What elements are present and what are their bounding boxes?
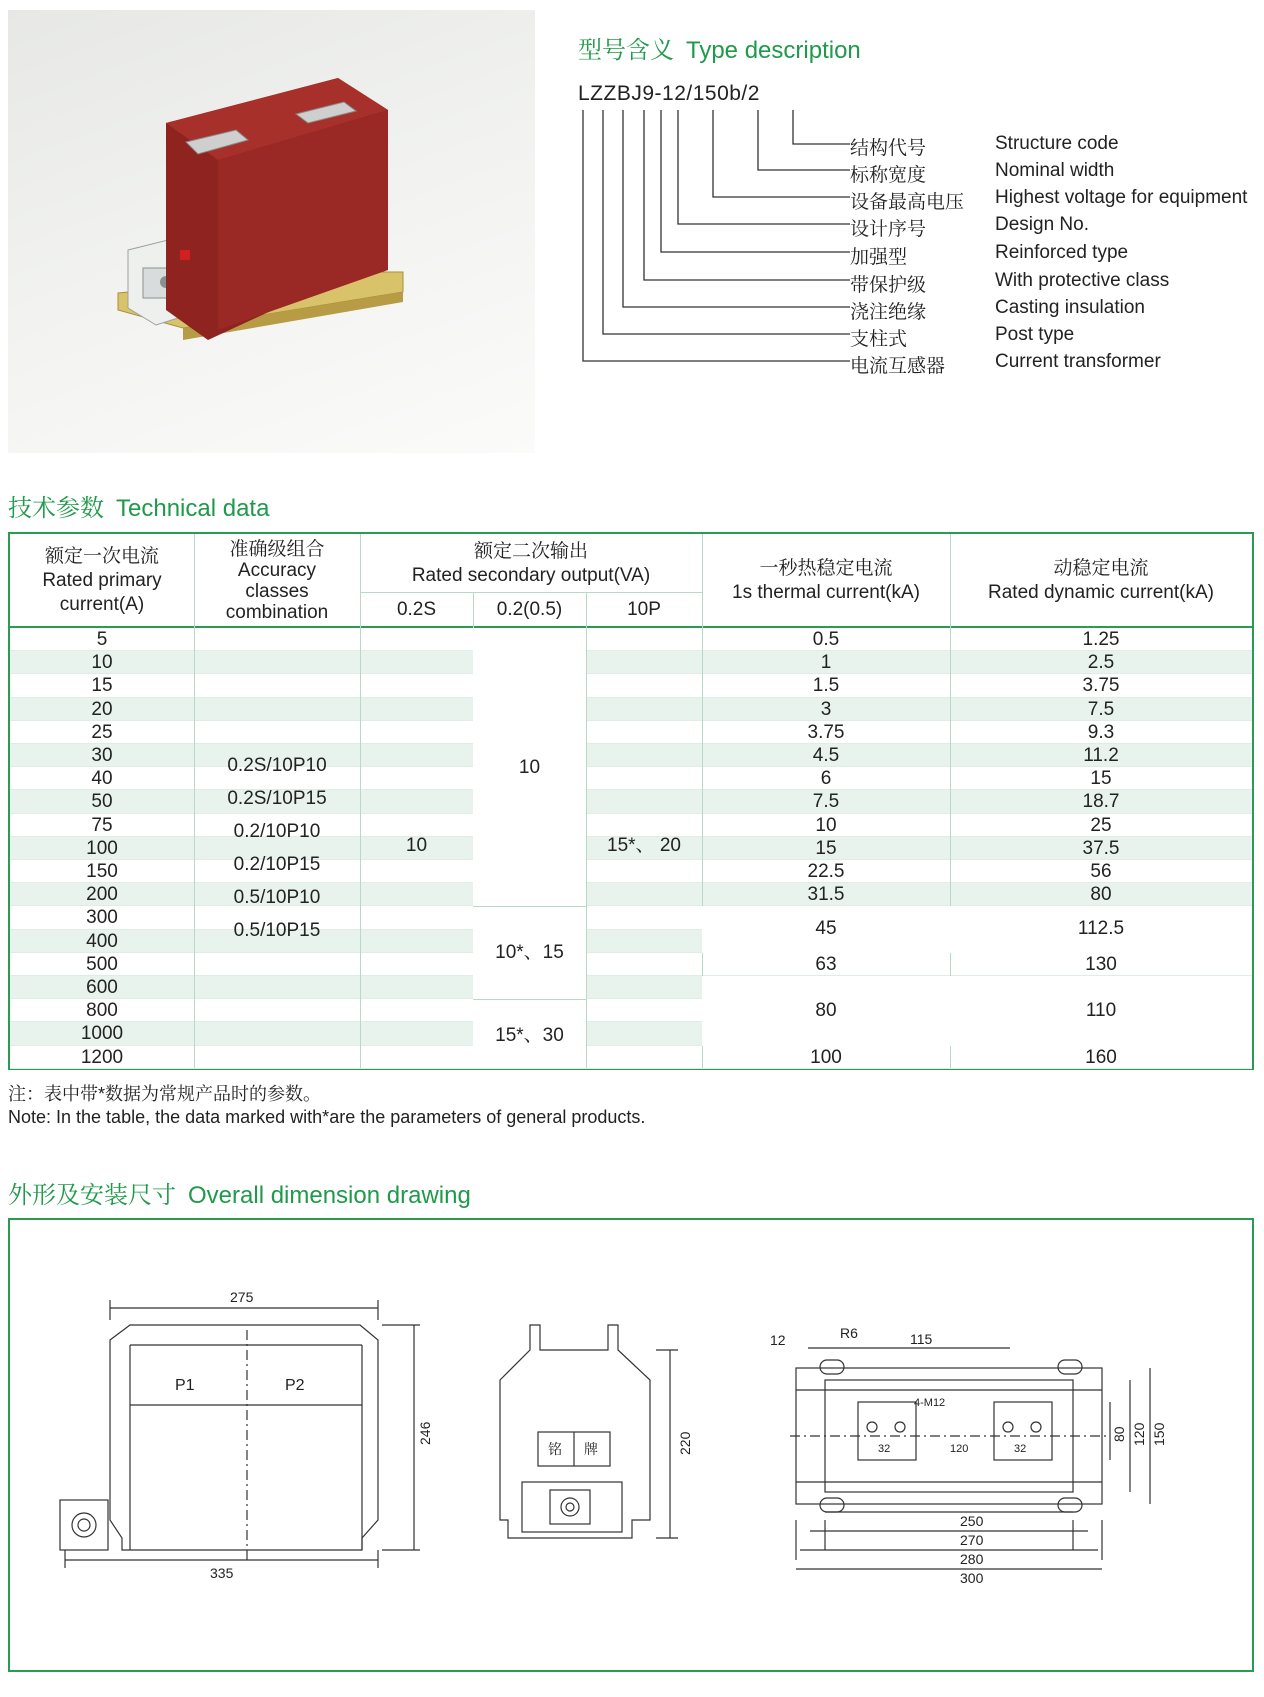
dynamic-current-cell: 1.25 [1082, 629, 1120, 650]
primary-current-cell: 30 [91, 745, 113, 766]
thermal-current-cell: 80 [702, 976, 950, 1046]
nameplate-char-1: 铭 [548, 1441, 562, 1457]
type-item-en: Casting insulation [995, 297, 1145, 318]
thermal-current-column [702, 628, 950, 1068]
dim-270: 270 [960, 1532, 984, 1548]
dimension-drawing-title [8, 1175, 471, 1210]
primary-current-cell: 1200 [80, 1046, 124, 1068]
primary-current-cell: 400 [86, 930, 118, 952]
type-item-en: Post type [995, 324, 1075, 345]
primary-current-cell: 800 [86, 1000, 118, 1022]
dynamic-current-cell: 7.5 [1087, 698, 1115, 720]
type-item-cn: 浇注绝缘 [850, 302, 927, 323]
header-dynamic-cn: 动稳定电流 [1053, 558, 1149, 579]
dynamic-current-cell: 37.5 [1082, 837, 1120, 859]
header-secondary-output [360, 538, 702, 590]
dynamic-current-cell: 56 [1090, 861, 1112, 882]
output-10p-value: 15*、 20 [607, 835, 681, 856]
dynamic-current-column [950, 628, 1252, 1068]
thermal-current-cell: 10 [815, 814, 837, 836]
primary-current-cell: 100 [86, 837, 118, 859]
thermal-current-cell: 45 [702, 906, 950, 952]
dynamic-current-cell: 112.5 [950, 906, 1252, 952]
technical-data-table [8, 532, 1254, 1070]
dim-side-height: 220 [677, 1431, 693, 1455]
product-photo [8, 10, 535, 453]
thermal-current-cell: 3.75 [807, 721, 845, 743]
column-divider [586, 592, 587, 1068]
dim-300: 300 [960, 1570, 984, 1586]
dim-front-width-bottom: 335 [210, 1565, 234, 1581]
header-primary-en1: Rated primary [42, 570, 162, 591]
dim-80: 80 [1111, 1426, 1127, 1442]
note-cn: 注：表中带*数据为常规产品时的参数。 [8, 1084, 322, 1104]
dim-32a: 32 [878, 1443, 891, 1455]
dynamic-current-cell: 160 [1085, 1046, 1117, 1068]
type-item-cn: 结构代号 [850, 138, 927, 159]
header-secondary-cn: 额定二次输出 [473, 541, 588, 562]
type-item [850, 187, 1264, 213]
type-title-cn: 型号含义 [578, 37, 674, 64]
accuracy-combo: 0.2/10P15 [233, 854, 321, 875]
type-item-cn: 电流互感器 [850, 356, 946, 377]
thermal-current-cell: 4.5 [812, 745, 840, 766]
tech-title-en: Technical data [116, 495, 270, 522]
dynamic-current-cell: 110 [950, 976, 1252, 1046]
output-02-05-value: 10 [518, 757, 541, 778]
header-accuracy [194, 536, 360, 626]
thermal-current-cell: 100 [810, 1046, 842, 1068]
accuracy-combo: 0.5/10P15 [233, 920, 321, 941]
header-sub-02s: 0.2S [396, 599, 437, 620]
thermal-current-cell: 7.5 [812, 791, 840, 813]
note-en: Note: In the table, the data marked with*are the parameters of general products. [8, 1107, 646, 1127]
primary-current-cell: 200 [86, 884, 118, 906]
thermal-current-cell: 6 [820, 768, 832, 790]
type-item-en: Current transformer [995, 351, 1161, 372]
dim-250: 250 [960, 1513, 984, 1529]
sub-header-divider [360, 592, 702, 593]
dim-32b: 32 [1014, 1443, 1027, 1455]
type-item-cn: 加强型 [850, 247, 908, 268]
thermal-current-cell: 22.5 [807, 861, 845, 882]
primary-current-cell: 20 [91, 698, 113, 720]
dim-12: 12 [770, 1332, 786, 1348]
transformer-illustration [8, 10, 535, 453]
dim-280: 280 [960, 1551, 984, 1567]
accuracy-combo: 0.2S/10P15 [227, 788, 327, 809]
header-primary-en2: current(A) [59, 594, 145, 615]
dynamic-current-cell: 9.3 [1087, 721, 1115, 743]
dynamic-current-cell: 11.2 [1083, 745, 1119, 766]
type-item-cn: 支柱式 [850, 329, 908, 350]
type-item-en: With protective class [995, 270, 1170, 291]
header-dynamic [950, 538, 1252, 624]
output-02-05-value: 15*、30 [495, 1025, 564, 1046]
type-item-en: Reinforced type [995, 242, 1129, 263]
primary-current-cell: 40 [91, 768, 113, 790]
primary-current-cell: 150 [86, 861, 118, 882]
accuracy-combo: 0.2/10P10 [233, 821, 321, 842]
header-accuracy-en2: classes [245, 581, 309, 602]
header-sub-02-05: 0.2(0.5) [496, 599, 563, 620]
accuracy-combo: 0.5/10P10 [233, 887, 321, 908]
header-sub-10p: 10P [627, 599, 661, 620]
type-item [850, 133, 1264, 159]
dim-120: 120 [1131, 1422, 1147, 1446]
primary-current-cell: 75 [91, 814, 113, 836]
primary-current-cell: 1000 [80, 1023, 124, 1045]
drawing-title-en: Overall dimension drawing [188, 1182, 471, 1209]
type-item [850, 160, 1264, 186]
dynamic-current-cell: 2.5 [1087, 652, 1115, 674]
front-view [60, 1300, 420, 1568]
dynamic-current-cell: 130 [1085, 953, 1117, 975]
thermal-current-cell: 31.5 [807, 884, 845, 906]
type-item [850, 351, 1264, 377]
dynamic-current-cell: 15 [1090, 768, 1112, 790]
header-dynamic-en: Rated dynamic current(kA) [988, 582, 1214, 603]
thermal-current-cell: 0.5 [812, 629, 840, 650]
dynamic-current-cell: 80 [1090, 884, 1112, 906]
type-item [850, 242, 1264, 268]
side-view [500, 1325, 678, 1538]
thermal-current-cell: 1 [820, 652, 832, 674]
accuracy-combos [194, 749, 360, 947]
model-code-leader-lines [578, 108, 853, 378]
type-item-cn: 标称宽度 [850, 165, 927, 186]
header-thermal-en: 1s thermal current(kA) [732, 582, 920, 603]
type-item-cn: 带保护级 [850, 275, 927, 296]
primary-current-column [10, 628, 194, 1068]
dim-115: 115 [910, 1331, 933, 1347]
type-item [850, 324, 1264, 350]
model-code: LZZBJ9-12/150b/2 [578, 82, 760, 105]
header-accuracy-en1: Accuracy [237, 560, 317, 581]
header-thermal [702, 538, 950, 624]
type-item-cn: 设备最高电压 [850, 192, 965, 213]
primary-current-cell: 300 [86, 907, 118, 929]
nameplate-char-2: 牌 [584, 1441, 598, 1457]
dim-150: 150 [1151, 1422, 1167, 1446]
primary-current-cell: 600 [86, 977, 118, 998]
header-secondary-en: Rated secondary output(VA) [411, 565, 651, 586]
type-item [850, 297, 1264, 323]
dim-front-height: 246 [417, 1421, 433, 1445]
type-item-cn: 设计序号 [850, 219, 927, 240]
primary-current-cell: 50 [91, 791, 113, 813]
type-title-en: Type description [686, 37, 861, 64]
header-primary-cn: 额定一次电流 [44, 546, 159, 567]
label-p2: P2 [285, 1377, 305, 1394]
type-item-en: Design No. [995, 214, 1089, 235]
primary-current-cell: 15 [91, 675, 113, 697]
output-02-05-value: 10*、15 [495, 942, 564, 963]
dim-front-width-top: 275 [230, 1289, 254, 1305]
thermal-current-cell: 15 [815, 837, 837, 859]
type-item-en: Structure code [995, 133, 1119, 154]
thermal-current-cell: 1.5 [812, 675, 840, 697]
type-item [850, 214, 1264, 240]
type-item [850, 270, 1264, 296]
dynamic-current-cell: 3.75 [1082, 675, 1120, 697]
dimension-drawings [10, 1220, 1252, 1670]
thermal-current-cell: 63 [815, 953, 837, 975]
thermal-current-cell: 3 [820, 698, 832, 720]
accuracy-combo: 0.2S/10P10 [227, 755, 327, 776]
header-primary-current [10, 538, 194, 624]
type-item-en: Nominal width [995, 160, 1115, 181]
type-description-title [578, 30, 861, 65]
primary-current-cell: 500 [86, 953, 118, 975]
primary-current-cell: 10 [91, 652, 113, 674]
primary-current-cell: 5 [96, 629, 108, 650]
bolt-spec: 4-M12 [914, 1397, 946, 1409]
dynamic-current-cell: 18.7 [1082, 791, 1120, 813]
header-accuracy-cn: 准确级组合 [229, 539, 325, 560]
primary-current-cell: 25 [91, 721, 113, 743]
technical-data-title [8, 488, 269, 523]
dimension-drawing-frame [8, 1218, 1254, 1672]
dim-120-inner: 120 [950, 1443, 969, 1455]
label-p1: P1 [175, 1377, 195, 1394]
drawing-title-cn: 外形及安装尺寸 [8, 1182, 176, 1209]
dynamic-current-cell: 25 [1090, 814, 1112, 836]
dim-r6: R6 [840, 1325, 858, 1341]
output-02s-value: 10 [405, 835, 428, 856]
type-item-en: Highest voltage for equipment [995, 187, 1248, 208]
tech-title-cn: 技术参数 [8, 495, 104, 522]
header-accuracy-en3: combination [225, 602, 329, 623]
header-thermal-cn: 一秒热稳定电流 [759, 558, 893, 579]
